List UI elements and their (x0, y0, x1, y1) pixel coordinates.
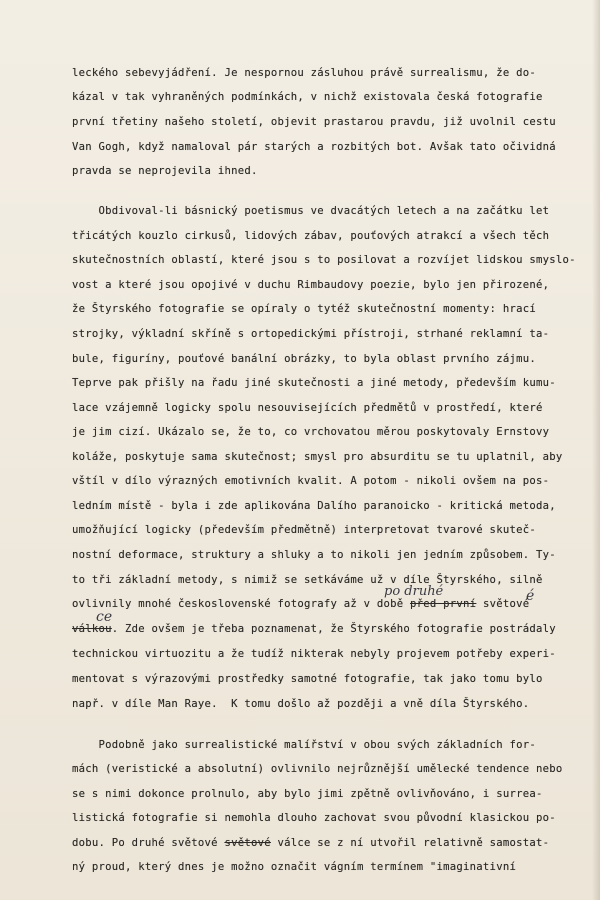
text-segment: . Zde ovšem je třeba poznamenat, že Štyrského fotografie postrádaly (111, 623, 556, 635)
text-line: kázal v tak vyhraněných podmínkách, v nichž existovala česká fotografie (72, 91, 543, 103)
text-line: třicátých kouzlo cirkusů, lidových zábav, pouťových atrakcí a všech těch (72, 230, 550, 242)
text-line: koláže, poskytuje sama skutečnost; smysl pro absurditu se tu uplatnil, aby (72, 451, 563, 463)
handwritten-accent: é (526, 588, 535, 604)
text-line: skutečnostních oblastí, které jsou s to posilovat a rozvíjet lidskou smyslo- (72, 254, 576, 266)
struck-text: světové (224, 837, 271, 849)
text-line: umožňující logicky (především předmětně) interpretovat tvarové skuteč- (72, 524, 536, 536)
text-segment: dobu. Po druhé světové (72, 837, 225, 849)
text-line: bule, figuríny, pouťové banální obrázky, to byla oblast prvního zájmu. (72, 353, 536, 365)
text-line: ledním místě - byla i zde aplikována Dalího paranoicko - kritická metoda, (72, 500, 556, 512)
text-line: vštíl v dílo výrazných emotivních kvalit. A potom - nikoli ovšem na pos- (72, 475, 550, 487)
struck-text: válkou (72, 623, 112, 635)
text-segment: světové (476, 598, 530, 610)
text-line: strojky, výkladní skříně s ortopedickými přístroji, strhané reklamní ta- (72, 328, 550, 340)
text-line-with-correction (72, 597, 529, 611)
text-line: leckého sebevyjádření. Je nespornou zásluhou právě surrealismu, že do- (72, 67, 536, 79)
struck-text: před první (410, 598, 477, 610)
text-segment: ovlivnily mnohé československé fotografy až v době (72, 598, 411, 610)
text-line: Teprve pak přišly na řadu jiné skutečnosti a jiné metody, především kumu- (72, 377, 556, 389)
text-line: Obdivoval-li básnický poetismus ve dvacátých letech a na začátku let (72, 205, 550, 217)
text-line: se s nimi dokonce prolnulo, aby bylo jimi zpětně ovlivňováno, i surrea- (72, 788, 543, 800)
text-line: Podobně jako surrealistické malířství v obou svých základních for- (72, 739, 536, 751)
text-line: listická fotografie si nemohla dlouho zachovat svou původní klasickou po- (72, 812, 556, 824)
text-line: je jim cizí. Ukázalo se, že to, co vrchovatou měrou poskytovaly Ernstovy (72, 426, 550, 438)
text-line-with-correction (72, 622, 556, 636)
handwritten-insertion: po druhé (384, 584, 444, 599)
text-segment: válce se z ní utvořil relativně samostat- (270, 837, 550, 849)
text-line: ný proud, který dnes je možno označit vágním termínem "imaginativní (72, 861, 517, 873)
text-line: např. v díle Man Raye. K tomu došlo až později a vně díla Štyrského. (72, 698, 530, 710)
text-line: nostní deformace, struktury a shluky a to nikoli jen jedním způsobem. Ty- (72, 549, 556, 561)
text-line: že Štyrského fotografie se opíraly o tytéž skutečnostní momenty: hrací (72, 303, 536, 315)
text-line: mách (veristické a absolutní) ovlivnilo nejrůznější umělecké tendence nebo (72, 763, 563, 775)
text-line: lace vzájemně logicky spolu nesouvisejících předmětů v prostředí, které (72, 402, 543, 414)
text-line: mentovat s výrazovými prostředky samotné fotografie, tak jako tomu bylo (72, 673, 543, 685)
text-line: pravda se neprojevila ihned. (72, 165, 258, 177)
text-line: Van Gogh, když namaloval pár starých a rozbitých bot. Avšak tato očividná (72, 141, 556, 153)
text-line: technickou virtuozitu a že tudíž nikterak nebyly projevem potřeby experi- (72, 648, 556, 660)
text-line: první třetiny našeho století, objevit prastarou pravdu, již uvolnil cestu (72, 116, 556, 128)
handwritten-insertion: ce (96, 609, 113, 625)
text-line: to tři základní metody, s nimiž se setkáváme už v díle Štyrského, silně (72, 574, 543, 586)
text-line: vost a které jsou opojivé v duchu Rimbaudovy poezie, bylo jen přirozené, (72, 279, 550, 291)
text-line-with-correction (72, 836, 549, 850)
